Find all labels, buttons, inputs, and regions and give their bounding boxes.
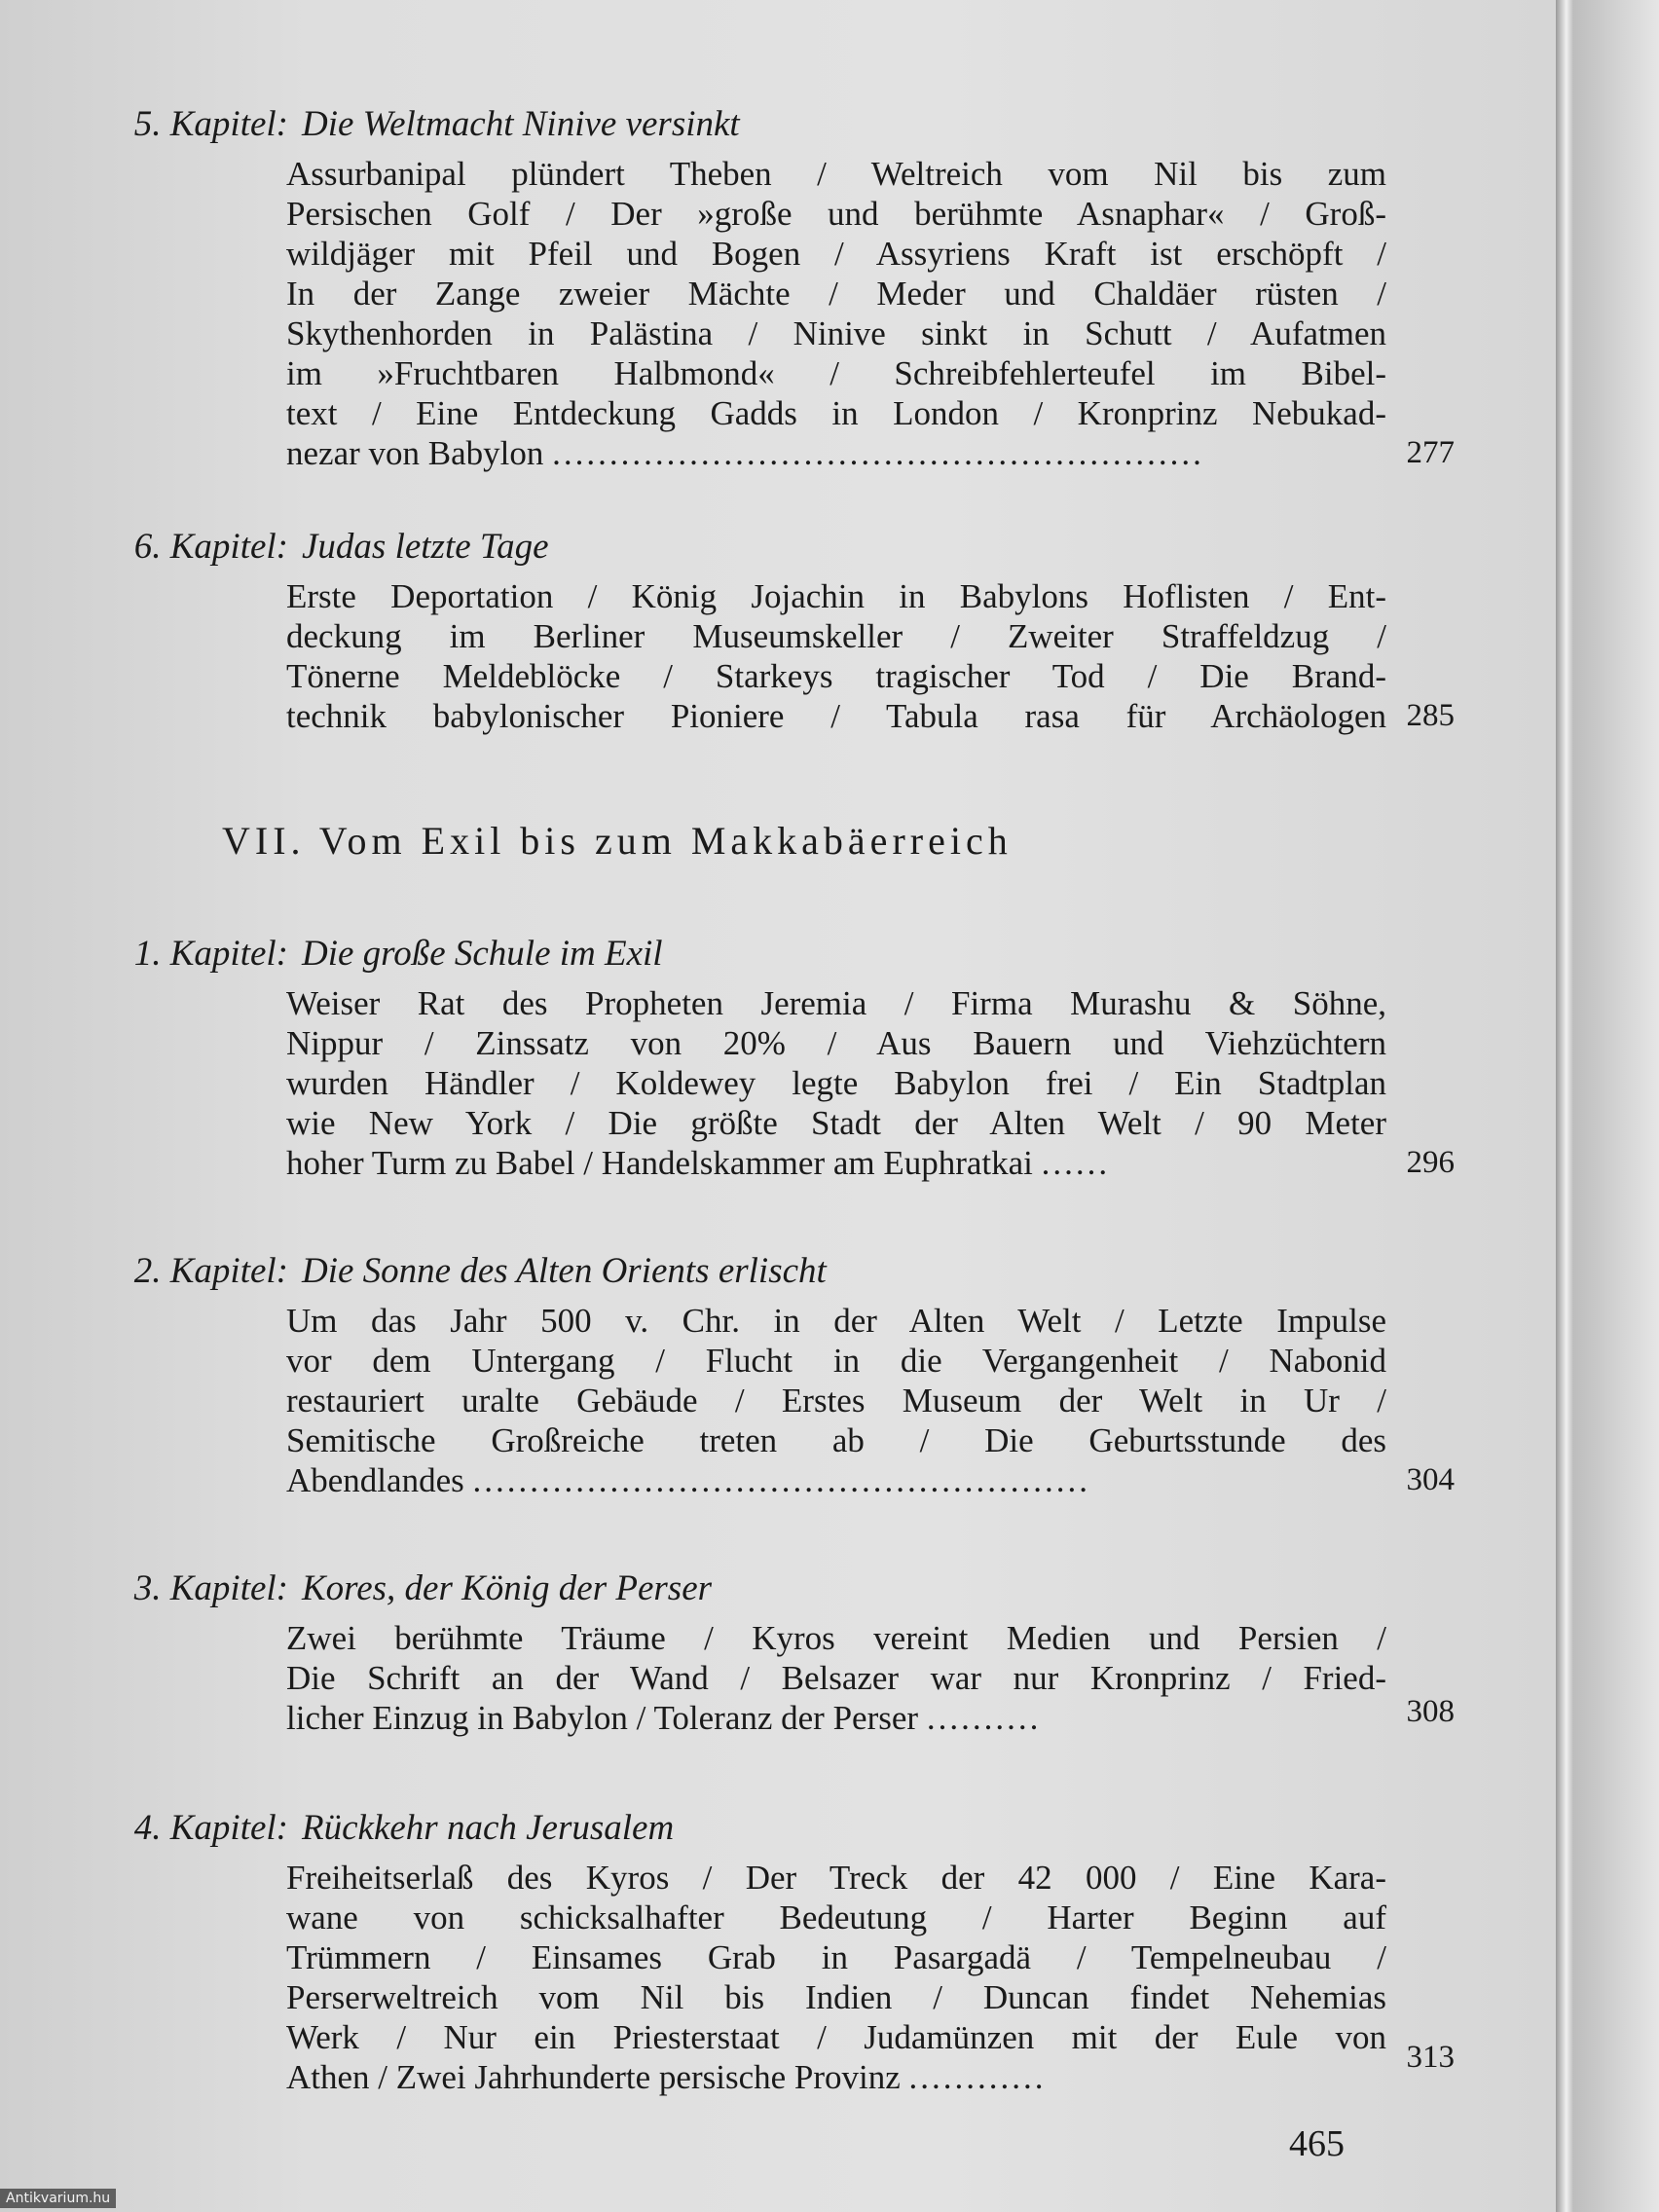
chapter-heading (109, 1250, 1355, 1293)
chapter-number: 3. Kapitel: (133, 1568, 288, 1608)
summary-line-last (286, 1143, 1386, 1183)
summary-line: Um das Jahr 500 v. Chr. in der Alten Welt / Letzte Impulse (286, 1302, 1386, 1340)
summary-line: im »Fruchtbaren Halbmond« / Schreibfehlerteufel im Bibel- (286, 354, 1386, 392)
toc-entry (109, 1567, 1455, 1738)
chapter-number: 5. Kapitel: (133, 104, 288, 144)
toc-entry (109, 103, 1455, 473)
summary-line: restauriert uralte Gebäude / Erstes Museum der Welt in Ur / (286, 1382, 1386, 1419)
toc-entry (109, 933, 1455, 1183)
summary-line: Tönerne Meldeblöcke / Starkeys tragischer Tod / Die Brand- (286, 657, 1386, 695)
page-number: 313 (1406, 2040, 1455, 2075)
summary-line: Skythenhorden in Palästina / Ninive sinkt in Schutt / Aufatmen (286, 314, 1386, 352)
summary-line: Persischen Golf / Der »große und berühmte Asnaphar« / Groß- (286, 195, 1386, 233)
chapter-summary (286, 1618, 1455, 1738)
dot-leader: .......... (926, 1699, 1042, 1737)
summary-line: wane von schicksalhafter Bedeutung / Harter Beginn auf (286, 1899, 1386, 1936)
summary-line: Trümmern / Einsames Grab in Pasargadä / Tempelneubau / (286, 1938, 1386, 1976)
dot-leader: ...................................................... (472, 1461, 1090, 1499)
chapter-summary (286, 1858, 1455, 2097)
toc-entry (109, 1250, 1455, 1500)
chapter-summary (286, 576, 1455, 736)
toc-entry (109, 526, 1455, 736)
chapter-heading (109, 933, 1355, 976)
adjacent-page-strip (1573, 0, 1659, 2212)
dot-leader: ......................................................... (552, 434, 1204, 472)
chapter-number: 4. Kapitel: (133, 1808, 288, 1848)
summary-line: deckung im Berliner Museumskeller / Zweiter Straffeldzug / (286, 617, 1386, 655)
summary-line: wie New York / Die größte Stadt der Alten Welt / 90 Meter (286, 1104, 1386, 1142)
summary-line: Werk / Nur ein Priesterstaat / Judamünzen mit der Eule von (286, 2018, 1386, 2056)
summary-line-last (286, 1698, 1386, 1738)
page-number: 285 (1406, 698, 1455, 733)
summary-line: text / Eine Entdeckung Gadds in London / Kronprinz Nebukad- (286, 394, 1386, 432)
toc-entry (109, 1807, 1455, 2097)
summary-line: Weiser Rat des Propheten Jeremia / Firma Murashu & Söhne, (286, 984, 1386, 1022)
chapter-title: Die große Schule im Exil (302, 934, 663, 974)
page-number: 296 (1406, 1145, 1455, 1180)
summary-line: wildjäger mit Pfeil und Bogen / Assyriens Kraft ist erschöpft / (286, 235, 1386, 273)
chapter-summary (286, 154, 1455, 473)
chapter-number: 6. Kapitel: (133, 527, 288, 567)
chapter-number: 1. Kapitel: (133, 934, 288, 974)
summary-text: hoher Turm zu Babel / Handelskammer am Euphratkai (286, 1144, 1033, 1182)
summary-line-last (286, 2057, 1386, 2097)
summary-line-last (286, 1460, 1386, 1500)
page-edge (1556, 0, 1573, 2212)
chapter-summary (286, 983, 1455, 1183)
chapter-title: Judas letzte Tage (302, 527, 549, 567)
chapter-heading (109, 1567, 1355, 1610)
summary-line: Assurbanipal plündert Theben / Weltreich vom Nil bis zum (286, 155, 1386, 193)
summary-line: Erste Deportation / König Jojachin in Babylons Hoflisten / Ent- (286, 577, 1386, 615)
page-number: 308 (1406, 1694, 1455, 1729)
page-number: 277 (1406, 435, 1455, 470)
dot-leader: ............ (908, 2058, 1047, 2096)
chapter-title: Die Sonne des Alten Orients erlischt (302, 1251, 827, 1291)
summary-line: Semitische Großreiche treten ab / Die Geburtsstunde des (286, 1421, 1386, 1459)
summary-line: In der Zange zweier Mächte / Meder und Chaldäer rüsten / (286, 275, 1386, 313)
summary-line: Freiheitserlaß des Kyros / Der Treck der 42 000 / Eine Kara- (286, 1859, 1386, 1897)
chapter-heading (109, 103, 1355, 146)
watermark: Antikvarium.hu (0, 2189, 116, 2208)
summary-line: Zwei berühmte Träume / Kyros vereint Medien und Persien / (286, 1619, 1386, 1657)
chapter-heading (109, 526, 1355, 569)
summary-line: Nippur / Zinssatz von 20% / Aus Bauern und Viehzüchtern (286, 1024, 1386, 1062)
chapter-title: Die Weltmacht Ninive versinkt (302, 104, 740, 144)
summary-line: vor dem Untergang / Flucht in die Vergangenheit / Nabonid (286, 1342, 1386, 1380)
summary-text: Abendlandes (286, 1461, 464, 1499)
summary-line-last (286, 433, 1386, 473)
chapter-heading (109, 1807, 1355, 1850)
summary-text: licher Einzug in Babylon / Toleranz der Perser (286, 1699, 919, 1737)
summary-text: nezar von Babylon (286, 434, 544, 472)
chapter-title: Kores, der König der Perser (302, 1568, 713, 1608)
folio-page-number: 465 (1289, 2123, 1345, 2164)
section-heading: VII. Vom Exil bis zum Makkabäerreich (222, 819, 1013, 863)
dot-leader: ...... (1041, 1144, 1111, 1182)
chapter-title: Rückkehr nach Jerusalem (302, 1808, 675, 1848)
page-number: 304 (1406, 1462, 1455, 1497)
summary-line: Die Schrift an der Wand / Belsazer war nur Kronprinz / Fried- (286, 1659, 1386, 1697)
summary-line: technik babylonischer Pioniere / Tabula rasa für Archäologen (286, 697, 1386, 735)
summary-text: Athen / Zwei Jahrhunderte persische Provinz (286, 2058, 901, 2096)
summary-line: wurden Händler / Koldewey legte Babylon frei / Ein Stadtplan (286, 1064, 1386, 1102)
chapter-summary (286, 1301, 1455, 1500)
chapter-number: 2. Kapitel: (133, 1251, 288, 1291)
summary-line: Perserweltreich vom Nil bis Indien / Duncan findet Nehemias (286, 1978, 1386, 2016)
